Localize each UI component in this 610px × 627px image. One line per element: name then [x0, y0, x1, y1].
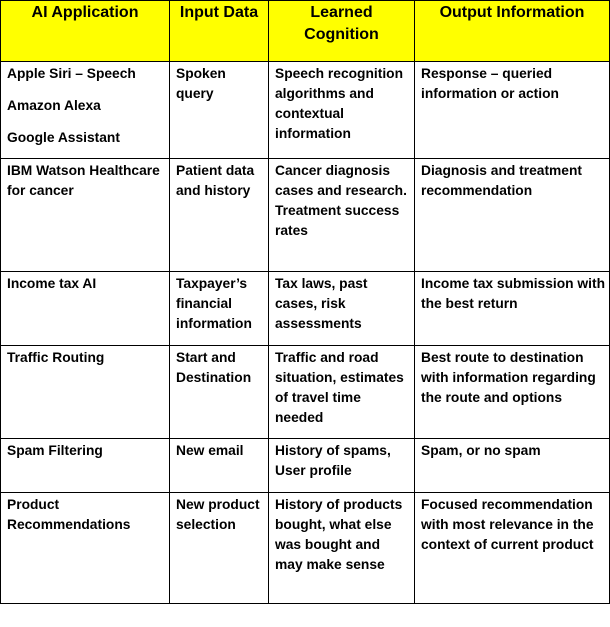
- cell-learned-cognition: Tax laws, past cases, risk assessments: [269, 272, 415, 346]
- column-header-ai-application: AI Application: [1, 1, 170, 62]
- cell-ai-application: IBM Watson Healthcare for cancer: [1, 159, 170, 272]
- table-row: [1, 439, 610, 493]
- column-header-learned-cognition: Learned Cognition: [269, 1, 415, 62]
- table-row: [1, 62, 610, 159]
- cell-input-data: Patient data and history: [170, 159, 269, 272]
- table-row: [1, 272, 610, 346]
- cell-learned-cognition: Speech recognition algorithms and contextual information: [269, 62, 415, 159]
- cell-input-data: Spoken query: [170, 62, 269, 159]
- table-header-row: [1, 1, 610, 62]
- cell-output-information: Diagnosis and treatment recommendation: [415, 159, 610, 272]
- app-name-line: Google Assistant: [7, 130, 120, 145]
- cell-output-information: Spam, or no spam: [415, 439, 610, 493]
- cell-output-information: Best route to destination with information regarding the route and options: [415, 346, 610, 439]
- cell-input-data: Start and Destination: [170, 346, 269, 439]
- cell-learned-cognition: Cancer diagnosis cases and research. Treatment success rates: [269, 159, 415, 272]
- table-row: [1, 346, 610, 439]
- cell-learned-cognition: History of spams, User profile: [269, 439, 415, 493]
- cell-input-data: Taxpayer’s financial information: [170, 272, 269, 346]
- cell-learned-cognition: History of products bought, what else was bought and may make sense: [269, 493, 415, 604]
- table-row: [1, 159, 610, 272]
- app-name-line: Amazon Alexa: [7, 98, 101, 113]
- cell-ai-application: [1, 62, 170, 159]
- cell-output-information: Response – queried information or action: [415, 62, 610, 159]
- cell-ai-application: Income tax AI: [1, 272, 170, 346]
- cell-ai-application: Traffic Routing: [1, 346, 170, 439]
- cell-output-information: Income tax submission with the best return: [415, 272, 610, 346]
- cell-ai-application: Product Recommendations: [1, 493, 170, 604]
- column-header-input-data: Input Data: [170, 1, 269, 62]
- cell-input-data: New product selection: [170, 493, 269, 604]
- cell-output-information: Focused recommendation with most relevance in the context of current product: [415, 493, 610, 604]
- cell-learned-cognition: Traffic and road situation, estimates of travel time needed: [269, 346, 415, 439]
- cell-input-data: New email: [170, 439, 269, 493]
- app-name-line: Apple Siri – Speech: [7, 66, 136, 81]
- cell-ai-application: Spam Filtering: [1, 439, 170, 493]
- column-header-output-information: Output Information: [415, 1, 610, 62]
- table-row: [1, 493, 610, 604]
